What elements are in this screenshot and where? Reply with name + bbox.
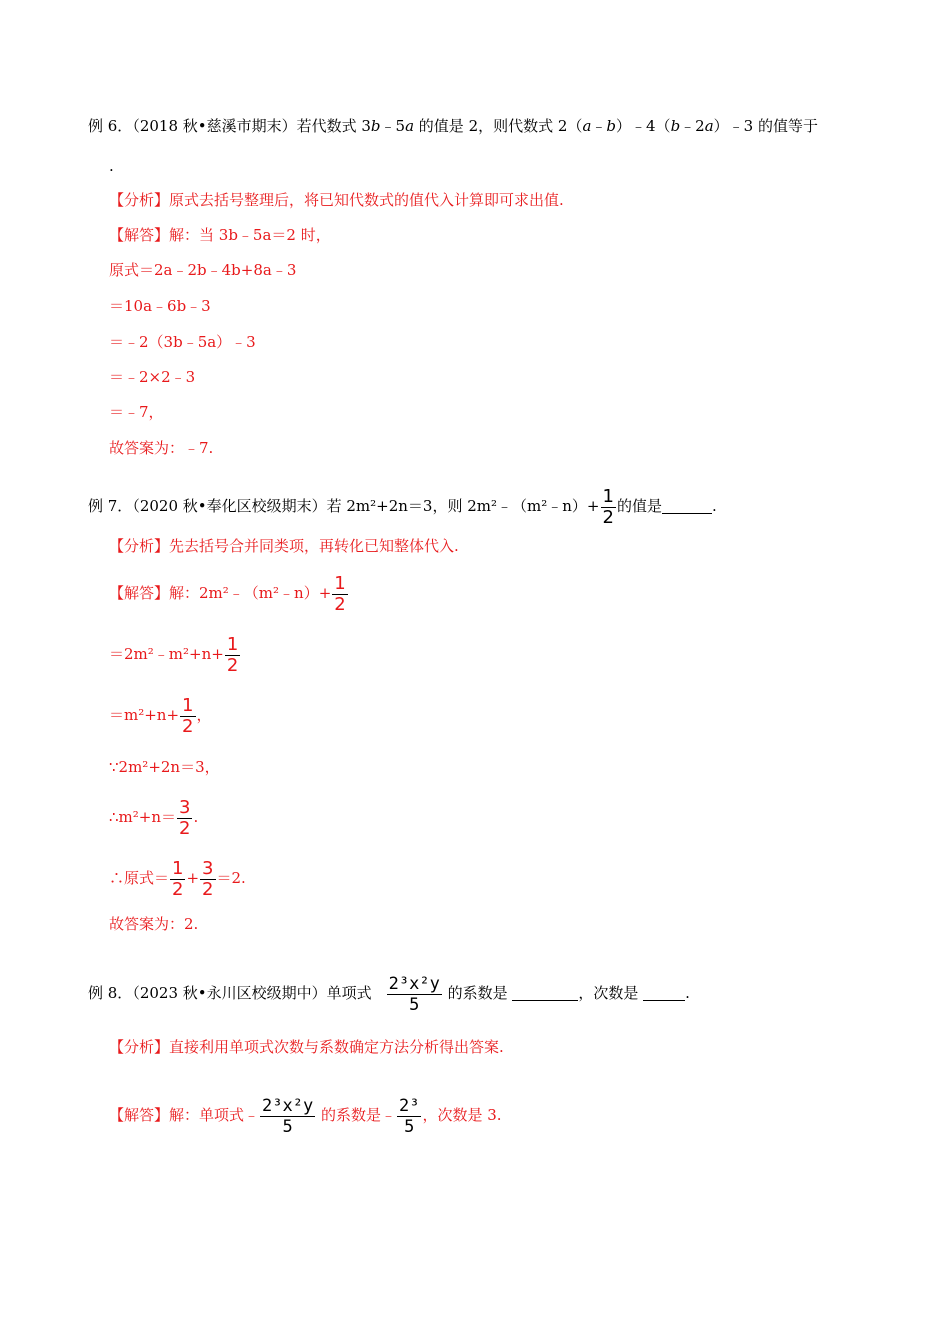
- ex7-q-cond: 若 2m²+2n＝3，则 2m²﹣（m²﹣n）+: [326, 497, 600, 515]
- ex7-question: [88, 484, 717, 528]
- frac-den: 5: [409, 994, 420, 1015]
- ex7-therefore2-end: ＝2.: [216, 869, 246, 887]
- ex7-step2-text: ＝m²+n+: [109, 706, 180, 724]
- fraction-coefficient: [397, 1096, 421, 1137]
- ex6-analysis-text: 原式去括号整理后，将已知代数式的值代入计算即可求出值.: [169, 191, 564, 209]
- fraction-three-halves: [200, 859, 215, 900]
- fraction-three-halves: [177, 798, 192, 839]
- ex6-label: 例 6．: [88, 117, 133, 135]
- ex7-analysis-text: 先去括号合并同类项，再转化已知整体代入.: [169, 537, 459, 555]
- fraction-one-half: [170, 859, 185, 900]
- ex8-q-end: .: [685, 984, 690, 1002]
- ex7-because: ∵2m²+2n＝3，: [109, 758, 220, 776]
- ex6-step: ＝10a﹣6b﹣3: [109, 297, 211, 315]
- ex6-answer-lead: 解：当 3b﹣5a＝2 时，: [169, 226, 331, 244]
- ex6-final: 故答案为：﹣7.: [109, 439, 214, 457]
- ex6-analysis: [109, 190, 564, 210]
- ex8-answer: [109, 1090, 502, 1140]
- answer-tag: 【解答】: [109, 1106, 170, 1124]
- ex7-answer: [109, 571, 349, 615]
- frac-den: 5: [282, 1116, 293, 1137]
- ex7-therefore1: [109, 795, 198, 839]
- ex8-q-lead: 单项式: [326, 984, 372, 1002]
- ex8-answer-lead: 解：单项式﹣: [169, 1106, 260, 1124]
- ex7-final: 故答案为：2.: [109, 915, 199, 933]
- ex6-step: 原式＝2a﹣2b﹣4b+8a﹣3: [109, 261, 297, 279]
- ex6-source: （2018 秋•慈溪市期末）: [132, 117, 297, 135]
- fraction-one-half: [601, 487, 616, 528]
- ex8-analysis-text: 直接利用单项式次数与系数确定方法分析得出答案.: [169, 1038, 504, 1056]
- frac-num: 3: [202, 857, 214, 879]
- frac-num: 2³: [399, 1095, 420, 1116]
- analysis-tag: 【分析】: [109, 537, 170, 555]
- ex7-therefore1-end: .: [193, 808, 199, 826]
- frac-num: 1: [226, 633, 239, 655]
- ex7-source: （2020 秋•奉化区校级期末）: [132, 497, 327, 515]
- fraction-monomial: [260, 1096, 315, 1137]
- ex8-q-deg: ，次数是: [578, 984, 644, 1002]
- fraction-monomial: [387, 974, 442, 1015]
- frac-num: 2³x²y: [388, 973, 440, 994]
- frac-num: 1: [182, 694, 194, 716]
- ex8-label: 例 8．: [88, 984, 133, 1002]
- ex8-degree-blank: [643, 1000, 685, 1001]
- ex6-step: ＝﹣2×2﹣3: [109, 368, 196, 386]
- ex6-var: b: [670, 117, 681, 135]
- frac-num: 1: [172, 857, 184, 879]
- ex7-answer-lead: 解：2m²﹣（m²﹣n）+: [169, 584, 332, 602]
- ex6-var: a: [704, 117, 714, 135]
- ex8-q-coef: 的系数是: [442, 984, 513, 1002]
- frac-den: 2: [179, 817, 191, 839]
- ex7-therefore2-text: ∴原式＝: [109, 869, 170, 887]
- fraction-one-half: [180, 696, 195, 737]
- ex8-question: [88, 968, 690, 1018]
- ex7-q-end: .: [711, 497, 717, 515]
- ex6-question: [88, 116, 818, 136]
- ex6-q-text: 若代数式 3: [296, 117, 371, 135]
- ex7-step1: [109, 632, 241, 676]
- frac-den: 2: [602, 506, 614, 528]
- ex6-q-text: ﹣2: [680, 117, 705, 135]
- ex8-source: （2023 秋•永川区校级期中）: [132, 984, 327, 1002]
- ex7-therefore2: [109, 856, 246, 900]
- ex6-var: b: [370, 117, 381, 135]
- ex6-var: a: [582, 117, 592, 135]
- ex7-step2-comma: ，: [196, 706, 212, 724]
- ex8-analysis: [109, 1037, 504, 1057]
- analysis-tag: 【分析】: [109, 1038, 170, 1056]
- ex7-therefore1-text: ∴m²+n＝: [109, 808, 177, 826]
- frac-num: 3: [179, 796, 191, 818]
- ex6-var: b: [606, 117, 617, 135]
- ex6-q-text: ）﹣4（: [616, 117, 671, 135]
- ex7-label: 例 7．: [88, 497, 133, 515]
- analysis-tag: 【分析】: [109, 191, 170, 209]
- frac-den: 2: [226, 654, 239, 676]
- fraction-one-half: [332, 574, 347, 615]
- ex6-step: ＝﹣7，: [109, 403, 164, 421]
- plus-sign: +: [186, 869, 200, 887]
- answer-tag: 【解答】: [109, 584, 170, 602]
- frac-num: 2³x²y: [262, 1095, 314, 1116]
- ex6-q-text: ）﹣3 的值等于: [713, 117, 818, 135]
- frac-den: 2: [172, 878, 184, 900]
- ex8-coef-blank: [512, 1000, 578, 1001]
- frac-num: 1: [334, 572, 346, 594]
- ex6-answer: [109, 225, 331, 245]
- ex6-q-text: ﹣5: [380, 117, 406, 135]
- ex7-answer-blank: [662, 513, 712, 514]
- answer-tag: 【解答】: [109, 226, 170, 244]
- ex6-q-text: ﹣: [591, 117, 607, 135]
- frac-den: 5: [404, 1116, 415, 1137]
- frac-den: 2: [334, 593, 346, 615]
- ex6-step: ＝﹣2（3b﹣5a）﹣3: [109, 333, 256, 351]
- ex7-analysis: [109, 536, 459, 556]
- ex8-deg-text: ，次数是 3.: [422, 1106, 502, 1124]
- frac-den: 2: [182, 715, 194, 737]
- ex7-step1-text: ＝2m²﹣m²+n+: [109, 645, 224, 663]
- frac-num: 1: [602, 485, 614, 507]
- ex6-blank-dot: .: [109, 157, 114, 175]
- ex6-q-text: 的值是 2，则代数式 2（: [414, 117, 583, 135]
- ex7-step2: [109, 693, 212, 737]
- ex7-q-tail: 的值是: [616, 497, 662, 515]
- ex8-coef-text: 的系数是﹣: [316, 1106, 396, 1124]
- fraction-one-half: [225, 635, 240, 676]
- frac-den: 2: [202, 878, 214, 900]
- ex6-var: a: [405, 117, 415, 135]
